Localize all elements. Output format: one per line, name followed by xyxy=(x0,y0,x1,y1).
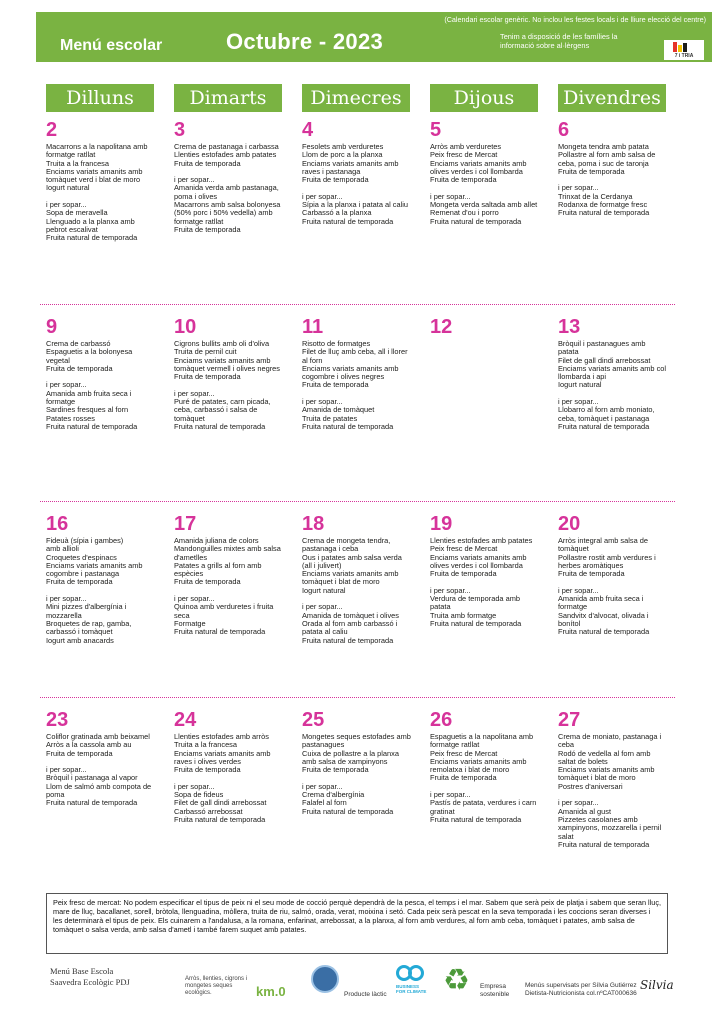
menu-line: Truita de patates xyxy=(302,413,358,423)
menu-line: ceba xyxy=(558,740,575,750)
menu-line: Fruita natural de temporada xyxy=(46,233,138,243)
menu-line: ceba, poma i suc de taronja xyxy=(558,158,649,168)
menu-line: remolatxa i blat de moro xyxy=(430,765,510,775)
day-cell xyxy=(430,514,550,628)
day-header-dimecres: Dimecres xyxy=(302,84,410,112)
menu-line: Fruita natural de temporada xyxy=(174,814,266,824)
day-cell xyxy=(430,120,550,226)
menu-line: Llenties estofades amb arròs xyxy=(174,732,269,741)
menu-line: Crema de mongeta tendra, xyxy=(302,536,391,545)
menu-line: Cigrons bullits amb oli d'oliva xyxy=(174,339,270,348)
menu-line: i per sopar... xyxy=(302,781,343,791)
menu-line: Enciams variats amanits amb xyxy=(430,552,527,562)
menu-items xyxy=(302,537,422,645)
menu-line: Postres d'aniversari xyxy=(558,781,623,791)
menu-line: Fruita de temporada xyxy=(46,577,113,587)
menu-line: Fesolets amb verduretes xyxy=(302,142,384,151)
menu-base: Menú Base Escola Saavedra Ecològic PDJ xyxy=(50,966,130,987)
menu-line: Peix fresc de Mercat xyxy=(430,150,498,160)
menu-line: al forn xyxy=(302,355,323,365)
menu-line: Truita de pernil cuit xyxy=(174,347,237,357)
menu-items xyxy=(174,143,294,234)
allergen-info: Tenim a disposició de les famílies la informació sobre al·lèrgens xyxy=(500,32,618,50)
menu-line: d'ametlles xyxy=(174,552,208,562)
menu-line: Trinxat de la Cerdanya xyxy=(558,191,633,201)
menu-line: Fruita de temporada xyxy=(302,380,369,390)
menu-line: formatge xyxy=(558,602,588,612)
menu-line: Enciams variats amanits amb xyxy=(302,569,399,579)
menu-line: bonítol xyxy=(558,618,581,628)
menu-line: salat xyxy=(558,831,574,841)
week-separator xyxy=(40,304,675,305)
menu-line: Carbassó arrebossat xyxy=(174,806,243,816)
menu-line: Filet de gall dindi arrebossat xyxy=(174,798,267,808)
menu-line: i per sopar... xyxy=(430,790,471,800)
menu-line: Mandonguilles mixtes amb salsa xyxy=(174,544,281,554)
menu-line: i per sopar... xyxy=(46,765,87,775)
menu-line: Remenat d'ou i porro xyxy=(430,208,499,218)
menu-items xyxy=(174,733,294,824)
menu-line: Enciams variats amanits amb xyxy=(46,560,143,570)
menu-items xyxy=(430,733,550,824)
menu-line: Patates a grills al forn amb xyxy=(174,560,262,570)
menu-line: Amanida de tomàquet xyxy=(302,405,375,415)
menu-line: Fruita natural de temporada xyxy=(430,216,522,226)
menu-line: Falafel al forn xyxy=(302,798,347,808)
menu-line: Llom de porc a la planxa xyxy=(302,150,383,160)
menu-line: Filet de gall dindi arrebossat xyxy=(558,355,651,365)
menu-line: Croquetes d'espinacs xyxy=(46,552,117,562)
menu-line: Mongeta tendra amb patata xyxy=(558,142,649,151)
menu-line: Crema de carbassó xyxy=(46,339,111,348)
menu-line: Fruita de temporada xyxy=(558,166,625,176)
menu-line: Iogurt amb anacards xyxy=(46,635,114,645)
menu-line: i per sopar... xyxy=(174,388,215,398)
menu-line: Fruita natural de temporada xyxy=(558,421,650,431)
menu-line: Puré de patates, carn picada, xyxy=(174,397,271,407)
menu-line: poma xyxy=(46,790,65,800)
menu-line: tomàquet xyxy=(174,413,205,423)
day-cell xyxy=(174,710,294,824)
menu-line: carbassó i tomàquet xyxy=(46,627,113,637)
menu-line: Truita a la francesa xyxy=(174,740,237,750)
menu-line: Peix fresc de Mercat xyxy=(430,748,498,758)
menu-line: Iogurt natural xyxy=(558,380,602,390)
menu-line: olives verdes i col llombarda xyxy=(430,166,523,176)
menu-line: Coliflor gratinada amb beixamel xyxy=(46,732,150,741)
7-i-tria-logo: 7 i TRIA xyxy=(664,40,704,60)
week-separator xyxy=(40,501,675,502)
calendar-note: (Calendari escolar genèric. No inclou les festes locals i de lliure elecció del centre) xyxy=(444,15,706,24)
menu-line: i per sopar... xyxy=(46,380,87,390)
menu-line: Enciams variats amanits amb xyxy=(174,355,271,365)
menu-line: i per sopar... xyxy=(46,200,87,210)
menu-items xyxy=(558,340,678,431)
menu-line: Orada al forn amb carbassó i xyxy=(302,618,398,628)
day-number: 27 xyxy=(558,709,581,731)
recycle-icon: ♻ xyxy=(443,964,470,997)
menu-line: xampinyons, mozzarella i pernil xyxy=(558,823,662,833)
signature: Silvia xyxy=(640,978,674,992)
day-cell xyxy=(302,120,422,226)
menu-line: tomàquet i blat de moro xyxy=(302,577,380,587)
day-cell xyxy=(46,710,166,808)
menu-line: Crema d'albergínia xyxy=(302,790,365,800)
menu-line: Fruita natural de temporada xyxy=(46,421,138,431)
day-number: 20 xyxy=(558,513,581,535)
menu-line: Llom de salmó amb compota de xyxy=(46,781,152,791)
day-number: 13 xyxy=(558,316,581,338)
day-number: 16 xyxy=(46,513,69,535)
menu-line: i per sopar... xyxy=(302,397,343,407)
menu-line: patata xyxy=(430,602,451,612)
menu-line: Fruita de temporada xyxy=(174,577,241,587)
header-banner xyxy=(36,12,712,62)
menu-line: i per sopar... xyxy=(558,183,599,193)
menu-line: tomàquet vermell i olives negres xyxy=(174,363,280,373)
menu-line: Fruita natural de temporada xyxy=(302,216,394,226)
menu-line: Llenties estofades amb patates xyxy=(430,536,533,545)
menu-line: Sandvitx d'alvocat, olivada i xyxy=(558,610,649,620)
menu-line: Enciams variats amanits amb xyxy=(302,363,399,373)
menu-line: Fruita natural de temporada xyxy=(558,208,650,218)
menu-line: ceba, carbassó i salsa de xyxy=(174,405,258,415)
menu-line: Truita amb formatge xyxy=(430,610,497,620)
menu-line: mozzarella xyxy=(46,610,82,620)
menu-line: Arròs a la cassola amb au xyxy=(46,740,132,750)
menu-line: Broquetes de rap, gamba, xyxy=(46,618,132,628)
menu-line: i per sopar... xyxy=(174,175,215,185)
day-number: 11 xyxy=(302,316,324,338)
menu-line: Fruita natural de temporada xyxy=(302,806,394,816)
menu-line: Fruita de temporada xyxy=(430,773,497,783)
menu-line: Fruita natural de temporada xyxy=(302,421,394,431)
menu-line: pastanaga i ceba xyxy=(302,544,359,554)
menu-line: Llenties estofades amb patates xyxy=(174,150,277,160)
menu-line: formatge ratllat xyxy=(46,150,96,160)
menu-line: Cuixa de pollastre a la planxa xyxy=(302,748,399,758)
day-number: 23 xyxy=(46,709,69,731)
day-number: 18 xyxy=(302,513,325,535)
menu-line: Macarrons amb salsa bolonyesa xyxy=(174,200,281,210)
day-number: 26 xyxy=(430,709,453,731)
menu-line: Peix fresc de Mercat xyxy=(430,544,498,554)
menu-line: Rodó de vedella al forn amb xyxy=(558,748,651,758)
day-cell xyxy=(558,710,678,849)
menu-line: Sopa de meravella xyxy=(46,208,108,218)
day-header-dimarts: Dimarts xyxy=(174,84,282,112)
menu-line: formatge ratllat xyxy=(430,740,480,750)
menu-line: i per sopar... xyxy=(430,585,471,595)
menu-items xyxy=(302,340,422,431)
day-cell xyxy=(558,317,678,431)
day-cell xyxy=(46,514,166,645)
menu-items xyxy=(558,143,678,218)
day-number: 5 xyxy=(430,119,442,141)
menu-line: Mini pizzes d'albergínia i xyxy=(46,602,127,612)
menu-line: llombarda i api xyxy=(558,372,607,382)
menu-line: Enciams variats amanits amb xyxy=(430,756,527,766)
menu-line: Patates rosses xyxy=(46,413,95,423)
menu-line: vegetal xyxy=(46,355,70,365)
menu-line: Carbassó a la planxa xyxy=(302,208,372,218)
menu-line: Arròs amb verduretes xyxy=(430,142,502,151)
menu-line: Fruita de temporada xyxy=(302,175,369,185)
menu-line: Filet de lluç amb ceba, all i llorer xyxy=(302,347,408,357)
menu-line: tomàquet xyxy=(558,544,589,554)
menu-line: Sípia a la planxa i patata al caliu xyxy=(302,200,409,210)
day-cell xyxy=(302,514,422,645)
menu-line: Fruita de temporada xyxy=(558,569,625,579)
day-number: 3 xyxy=(174,119,186,141)
menu-line: Sardines fresques al forn xyxy=(46,405,129,415)
menu-line: Amanida juliana de colors xyxy=(174,536,259,545)
day-number: 2 xyxy=(46,119,58,141)
menu-line: Mongeta verda saltada amb allet xyxy=(430,200,538,210)
menu-line: Fruita de temporada xyxy=(302,765,369,775)
menu-line: Fruita de temporada xyxy=(174,765,241,775)
supervisor-info: Menús supervisats per Sílvia Gutiérrez Dietista-Nutricionista col.nºCAT000636 xyxy=(525,982,637,997)
menu-line: Crema de pastanaga i carbassa xyxy=(174,142,279,151)
menu-line: (50% porc i 50% vedella) amb xyxy=(174,208,273,218)
menu-line: Enciams variats amanits amb col xyxy=(558,363,667,373)
dairy-logo xyxy=(311,965,339,993)
menu-line: Truita a la francesa xyxy=(46,158,109,168)
menu-items xyxy=(46,733,166,808)
menu-line: Risotto de formatges xyxy=(302,339,371,348)
day-cell xyxy=(174,317,294,431)
menu-line: Rodanxa de formatge fresc xyxy=(558,200,648,210)
day-cell xyxy=(174,120,294,234)
menu-line: Fruita de temporada xyxy=(46,363,113,373)
menu-line: (all i julivert) xyxy=(302,560,342,570)
day-number: 9 xyxy=(46,316,58,338)
menu-items xyxy=(46,340,166,431)
day-number: 24 xyxy=(174,709,197,731)
day-cell xyxy=(174,514,294,637)
menu-line: Iogurt natural xyxy=(46,183,90,193)
menu-line: Pizzetes casolanes amb xyxy=(558,814,638,824)
menu-line: cogombre i pastanaga xyxy=(46,569,120,579)
menu-line: Fruita natural de temporada xyxy=(174,421,266,431)
menu-line: saltat de bolets xyxy=(558,756,608,766)
menu-line: Fruita de temporada xyxy=(174,372,241,382)
menu-line: Quinoa amb verduretes i fruita xyxy=(174,602,274,612)
menu-line: Pollastre rostit amb verdures i xyxy=(558,552,656,562)
menu-line: Amanida al gust xyxy=(558,806,611,816)
menu-line: gratinat xyxy=(430,806,455,816)
menu-line: Bròquil i pastanagues amb xyxy=(558,339,646,348)
menu-items xyxy=(302,143,422,226)
menu-line: Fideuà (sípia i gambes) xyxy=(46,536,124,545)
menu-line: Ous i patates amb salsa verda xyxy=(302,552,402,562)
menu-line: Fruita de temporada xyxy=(430,175,497,185)
day-cell xyxy=(558,514,678,637)
menu-line: i per sopar... xyxy=(174,594,215,604)
day-number: 12 xyxy=(430,316,453,338)
day-number: 25 xyxy=(302,709,325,731)
menu-line: Amanida amb fruita seca i xyxy=(46,388,132,398)
day-header-dilluns: Dilluns xyxy=(46,84,154,112)
business-for-climate-logo: BUSINESS FOR CLIMATE xyxy=(396,965,426,995)
menu-items xyxy=(430,143,550,226)
menu-line: amb allioli xyxy=(46,544,79,554)
day-cell xyxy=(302,317,422,431)
day-cell xyxy=(430,317,550,340)
menu-line: seca xyxy=(174,610,190,620)
day-number: 17 xyxy=(174,513,197,535)
menu-line: Fruita natural de temporada xyxy=(430,814,522,824)
menu-line: Crema de moniato, pastanaga i xyxy=(558,732,662,741)
menu-line: Fruita natural de temporada xyxy=(430,618,522,628)
menu-line: Mongetes seques estofades amb xyxy=(302,732,411,741)
menu-items xyxy=(174,537,294,637)
menu-line: formatge xyxy=(46,397,76,407)
menu-line: i per sopar... xyxy=(558,585,599,595)
menu-items xyxy=(46,143,166,243)
menu-items xyxy=(430,537,550,628)
menu-line: Fruita natural de temporada xyxy=(558,627,650,637)
menu-line: Fruita de temporada xyxy=(430,569,497,579)
menu-line: Enciams variats amanits amb xyxy=(46,166,143,176)
menu-line: Llobarro al forn amb moniato, xyxy=(558,405,655,415)
fish-note: Peix fresc de mercat: No podem especificar el tipus de peix ni el seu mode de cocció perquè dependrà de la pesca, el temps i el mar. Sabem que serà peix de platja i sabem que seran lluç, mare de lluç, bacallanet, sorell, bròtola, llenguadina, mòllera, truita de riu, salmó, orada, verat, moixina i setó. Cada peix serà pescat en la seva temporada i les coccions seran diverses i les determinarà el tipus de peix. Els cuinarem a l'andalusa, a la romana, enfarinat, arrebossat, a la planxa, al forn amb verdures, al forn amb ceba, tomàquet i patates, amb salsa de tomàquet o salsa verda, amb salsa d'ametl i també farem suquet amb patates. xyxy=(46,893,668,954)
organic-legumes-note: Arròs, llenties, cigrons i mongetes seques ecològics. xyxy=(185,976,248,996)
menu-line: amb salsa de xampinyons xyxy=(302,756,388,766)
menu-line: patata xyxy=(558,347,579,357)
menu-items xyxy=(46,537,166,645)
km0-logo: km.0 xyxy=(256,984,286,999)
menu-line: Fruita de temporada xyxy=(174,158,241,168)
menu-line: espècies xyxy=(174,569,204,579)
menu-line: Pastís de patata, verdures i carn xyxy=(430,798,537,808)
menu-line: Fruita natural de temporada xyxy=(174,627,266,637)
menu-line: i per sopar... xyxy=(430,191,471,201)
menu-line: Enciams variats amanits amb xyxy=(430,158,527,168)
menu-line: Formatge xyxy=(174,618,206,628)
menu-line: Amanida de tomàquet i olives xyxy=(302,610,399,620)
day-cell xyxy=(430,710,550,824)
menu-line: patata al caliu xyxy=(302,627,348,637)
menu-items xyxy=(302,733,422,816)
menu-line: olives verdes i col llombarda xyxy=(430,560,523,570)
menu-line: i per sopar... xyxy=(174,781,215,791)
menu-line: raves i pastanaga xyxy=(302,166,361,176)
week-separator xyxy=(40,697,675,698)
menu-line: i per sopar... xyxy=(46,594,87,604)
menu-line: Bròquil i pastanaga al vapor xyxy=(46,773,138,783)
day-number: 6 xyxy=(558,119,570,141)
menu-line: tomàquet i blat de moro xyxy=(558,773,636,783)
day-cell xyxy=(46,317,166,431)
menu-line: pebrot escalivat xyxy=(46,224,98,234)
menu-line: i per sopar... xyxy=(302,191,343,201)
menu-line: Sopa de fideus xyxy=(174,790,224,800)
menu-line: i per sopar... xyxy=(558,798,599,808)
day-cell xyxy=(558,120,678,218)
menu-line: Macarrons a la napolitana amb xyxy=(46,142,148,151)
day-number: 19 xyxy=(430,513,453,535)
day-header-divendres: Divendres xyxy=(558,84,666,112)
menu-line: Enciams variats amanits amb xyxy=(302,158,399,168)
menu-line: Iogurt natural xyxy=(302,585,346,595)
menu-line: Arròs integral amb salsa de xyxy=(558,536,648,545)
menu-line: Fruita de temporada xyxy=(46,748,113,758)
menu-line: Verdura de temporada amb xyxy=(430,594,520,604)
day-cell xyxy=(46,120,166,243)
menu-line: Pollastre al forn amb salsa de xyxy=(558,150,656,160)
menu-line: i per sopar... xyxy=(302,602,343,612)
day-header-dijous: Dijous xyxy=(430,84,538,112)
menu-line: Llenguado a la planxa amb xyxy=(46,216,135,226)
menu-line: tomàquet verd i blat de moro xyxy=(46,175,141,185)
menu-line: Amanida verda amb pastanaga, xyxy=(174,183,279,193)
sustainable-label: Empresa sostenible xyxy=(480,983,510,998)
menu-line: Amanida amb fruita seca i xyxy=(558,594,644,604)
menu-line: Espaguetis a la napolitana amb xyxy=(430,732,534,741)
menu-line: herbes aromàtiques xyxy=(558,560,624,570)
menu-line: poma i olives xyxy=(174,191,218,201)
menu-title: Menú escolar xyxy=(60,37,163,54)
day-number: 10 xyxy=(174,316,197,338)
menu-line: Fruita de temporada xyxy=(174,224,241,234)
menu-line: i per sopar... xyxy=(558,397,599,407)
menu-line: Espaguetis a la bolonyesa xyxy=(46,347,133,357)
day-cell xyxy=(302,710,422,816)
day-number: 4 xyxy=(302,119,314,141)
menu-line: Fruita natural de temporada xyxy=(302,635,394,645)
menu-line: raves i olives verdes xyxy=(174,756,241,766)
menu-items xyxy=(558,537,678,637)
menu-items xyxy=(174,340,294,431)
menu-line: formatge ratllat xyxy=(174,216,224,226)
menu-line: Fruita natural de temporada xyxy=(46,798,138,808)
menu-line: Enciams variats amanits amb xyxy=(174,748,271,758)
menu-line: cogombre i olives negres xyxy=(302,372,385,382)
menu-line: pastanagues xyxy=(302,740,345,750)
menu-line: Fruita natural de temporada xyxy=(558,839,650,849)
dairy-label: Producte làctic xyxy=(344,991,387,998)
menu-items xyxy=(558,733,678,849)
menu-line: Enciams variats amanits amb xyxy=(558,765,655,775)
menu-line: ceba, tomàquet i pastanaga xyxy=(558,413,650,423)
month-title: Octubre - 2023 xyxy=(226,29,384,54)
